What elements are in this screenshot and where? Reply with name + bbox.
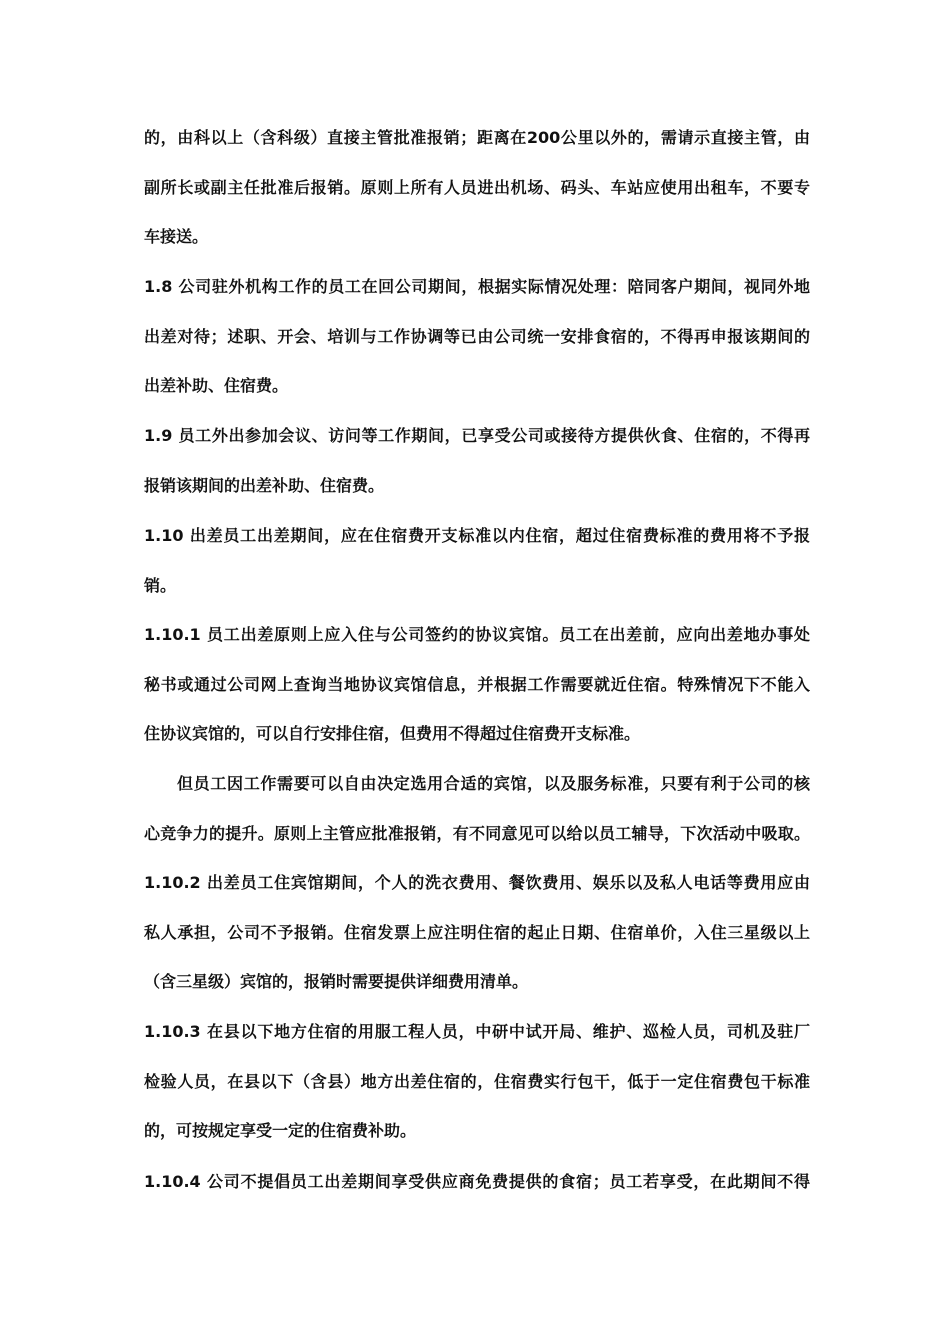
text-line: 的，可按规定享受一定的住宿费补助。: [144, 1121, 417, 1141]
text-line: 报销该期间的出差补助、住宿费。: [144, 475, 385, 495]
text-line: 销。: [144, 575, 177, 595]
text-line: 1.8 公司驻外机构工作的员工在回公司期间，根据实际情况处理：陪同客户期间，视同外地: [144, 277, 810, 296]
text-line: 住协议宾馆的，可以自行安排住宿，但费用不得超过住宿费开支标准。: [144, 724, 641, 744]
text-line: 出差补助、住宿费。: [144, 376, 289, 396]
text-line: （含三星级）宾馆的，报销时需要提供详细费用清单。: [144, 972, 529, 992]
text-line: 心竞争力的提升。原则上主管应批准报销，有不同意见可以给以员工辅导，下次活动中吸取。: [144, 823, 810, 843]
text-line: 检验人员，在县以下（含县）地方出差住宿的，住宿费实行包干，低于一定住宿费包干标准: [144, 1071, 810, 1091]
paragraph-1-10-1: [144, 610, 810, 759]
text-line: 出差对待；述职、开会、培训与工作协调等已由公司统一安排食宿的，不得再申报该期间的: [144, 326, 810, 346]
text-line: 1.10 出差员工出差期间，应在住宿费开支标准以内住宿，超过住宿费标准的费用将不予报: [144, 526, 810, 545]
text-line: 1.10.3 在县以下地方住宿的用服工程人员，中研中试开局、维护、巡检人员，司机及驻厂: [144, 1022, 810, 1041]
text-line: 的，由科以上（含科级）直接主管批准报销；距离在200公里以外的，需请示直接主管，由: [144, 128, 810, 147]
text-line: 车接送。: [144, 227, 209, 247]
paragraph-1-10-2: [144, 858, 810, 1007]
paragraph-1-10-4: [144, 1157, 810, 1207]
text-line: 秘书或通过公司网上查询当地协议宾馆信息，并根据工作需要就近住宿。特殊情况下不能入: [144, 674, 810, 694]
paragraph-1-8: [144, 262, 810, 411]
paragraph-1-10: [144, 511, 810, 610]
paragraph-1-9: [144, 411, 810, 510]
text-line: 副所长或副主任批准后报销。原则上所有人员进出机场、码头、车站应使用出租车，不要专: [144, 177, 810, 197]
paragraph-travel-approval: [144, 113, 810, 262]
paragraph-1-10-3: [144, 1007, 810, 1156]
text-line: 1.9 员工外出参加会议、访问等工作期间，已享受公司或接待方提供伙食、住宿的，不得再: [144, 426, 810, 445]
paragraph-hotel-choice: [144, 759, 810, 858]
text-line: 1.10.2 出差员工住宾馆期间，个人的洗衣费用、餐饮费用、娱乐以及私人电话等费用应由: [144, 873, 810, 892]
text-line: 1.10.4 公司不提倡员工出差期间享受供应商免费提供的食宿；员工若享受，在此期间不得: [144, 1172, 810, 1191]
text-line: 私人承担，公司不予报销。住宿发票上应注明住宿的起止日期、住宿单价，入住三星级以上: [144, 922, 810, 942]
text-line: 1.10.1 员工出差原则上应入住与公司签约的协议宾馆。员工在出差前，应向出差地办事处: [144, 625, 810, 644]
text-line: 但员工因工作需要可以自由决定选用合适的宾馆，以及服务标准，只要有利于公司的核: [177, 774, 810, 793]
